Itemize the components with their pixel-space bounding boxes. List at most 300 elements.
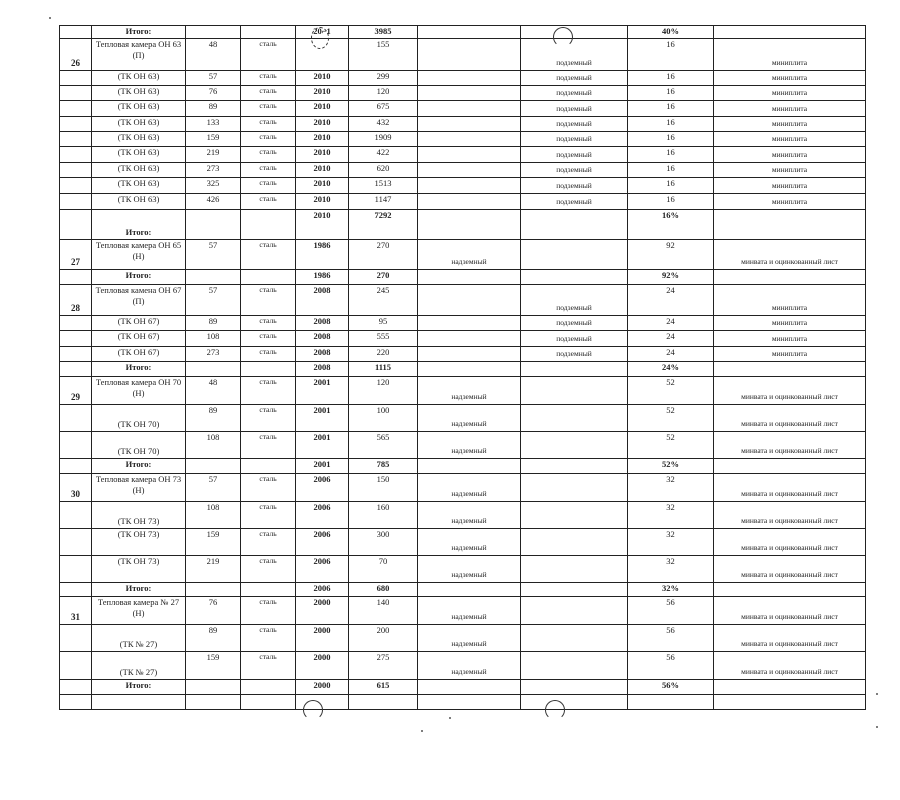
material-cell: сталь (241, 86, 296, 101)
insulation-cell: миниплита (714, 101, 866, 117)
insulation-cell (714, 270, 866, 285)
wear-cell: 16 (628, 71, 714, 86)
length-cell: 7292 (349, 210, 418, 240)
object-name: (ТК ОН 73) (92, 529, 186, 556)
table-row (60, 147, 866, 163)
length-cell: 120 (349, 377, 418, 405)
punch-hole-bottom-right (545, 700, 565, 720)
table-row (60, 316, 866, 331)
laying-above-cell: надземный (418, 377, 521, 405)
wear-cell: 24 (628, 347, 714, 362)
laying-under-cell: подземный (521, 316, 628, 331)
total-row (60, 210, 866, 240)
material-cell: сталь (241, 652, 296, 680)
total-label: Итого: (92, 680, 186, 695)
empty-cell (92, 695, 186, 710)
total-row (60, 26, 866, 39)
object-name: (ТК ОН 63) (92, 86, 186, 101)
total-row (60, 362, 866, 377)
material-cell: сталь (241, 347, 296, 362)
year-cell: 2006 (296, 556, 349, 583)
length-cell: 70 (349, 556, 418, 583)
year-cell: 2001 (296, 405, 349, 432)
empty-cell (241, 695, 296, 710)
table-row (60, 556, 866, 583)
table-row (60, 432, 866, 459)
laying-under-cell: подземный (521, 117, 628, 132)
table-row (60, 71, 866, 86)
length-cell: 680 (349, 583, 418, 597)
year-cell: 2010 (296, 117, 349, 132)
material-cell (241, 362, 296, 377)
object-name: (ТК ОН 63) (92, 194, 186, 210)
object-name: Тепловая камера ОН 63 (П) (92, 39, 186, 71)
row-number: 26 (60, 39, 92, 71)
material-cell: сталь (241, 147, 296, 163)
year-cell: 2010 (296, 132, 349, 147)
year-cell: 2001 (296, 432, 349, 459)
insulation-cell: миниплита (714, 316, 866, 331)
year-cell: 2000 (296, 597, 349, 625)
laying-above-cell (418, 316, 521, 331)
total-label: Итого: (92, 459, 186, 474)
length-cell: 200 (349, 625, 418, 652)
insulation-cell: миниплита (714, 147, 866, 163)
laying-above-cell (418, 583, 521, 597)
wear-cell: 16 (628, 86, 714, 101)
material-cell: сталь (241, 432, 296, 459)
wear-cell: 24 (628, 285, 714, 316)
num-cell (60, 362, 92, 377)
diam-cell: 48 (186, 377, 241, 405)
wear-cell: 32 (628, 556, 714, 583)
laying-under-cell (521, 26, 628, 39)
laying-under-cell (521, 377, 628, 405)
year-cell: 2008 (296, 347, 349, 362)
laying-above-cell: надземный (418, 240, 521, 270)
wear-cell: 32 (628, 502, 714, 529)
insulation-cell (714, 680, 866, 695)
laying-above-cell: надземный (418, 625, 521, 652)
laying-under-cell (521, 362, 628, 377)
laying-above-cell (418, 26, 521, 39)
object-name: (ТК ОН 70) (92, 432, 186, 459)
length-cell: 270 (349, 270, 418, 285)
insulation-cell: миниплита (714, 39, 866, 71)
laying-above-cell (418, 101, 521, 117)
diam-cell (186, 210, 241, 240)
insulation-cell: минвата и оцинкованный лист (714, 556, 866, 583)
laying-above-cell (418, 331, 521, 347)
laying-above-cell (418, 347, 521, 362)
table-row (60, 347, 866, 362)
diam-cell: 426 (186, 194, 241, 210)
length-cell: 270 (349, 240, 418, 270)
row-number: 30 (60, 474, 92, 502)
year-cell: 2008 (296, 331, 349, 347)
speck (49, 17, 51, 19)
wear-cell: 32 (628, 529, 714, 556)
total-row (60, 270, 866, 285)
laying-above-cell (418, 39, 521, 71)
material-cell: сталь (241, 71, 296, 86)
diam-cell (186, 583, 241, 597)
laying-above-cell (418, 86, 521, 101)
object-name: Тепловая камера ОН 70 (Н) (92, 377, 186, 405)
num-cell (60, 163, 92, 178)
insulation-cell: минвата и оцинкованный лист (714, 405, 866, 432)
diam-cell: 89 (186, 625, 241, 652)
wear-cell: 52 (628, 377, 714, 405)
insulation-cell: минвата и оцинкованный лист (714, 377, 866, 405)
length-cell: 220 (349, 347, 418, 362)
insulation-cell: миниплита (714, 347, 866, 362)
table-row (60, 39, 866, 71)
year-cell: 2001 (296, 459, 349, 474)
material-cell (241, 680, 296, 695)
punch-hole-top-right (553, 27, 573, 47)
material-cell: сталь (241, 132, 296, 147)
num-cell (60, 347, 92, 362)
length-cell: 615 (349, 680, 418, 695)
object-name: (ТК ОН 73) (92, 502, 186, 529)
laying-above-cell (418, 147, 521, 163)
laying-above-cell (418, 132, 521, 147)
length-cell: 140 (349, 597, 418, 625)
diam-cell (186, 680, 241, 695)
length-cell: 3985 (349, 26, 418, 39)
year-cell: 2008 (296, 285, 349, 316)
blank-row (60, 695, 866, 710)
object-name: Тепловая камена ОН 67 (П) (92, 285, 186, 316)
wear-cell: 16 (628, 163, 714, 178)
total-row (60, 459, 866, 474)
diam-cell (186, 459, 241, 474)
table-row (60, 86, 866, 101)
length-cell: 565 (349, 432, 418, 459)
laying-under-cell: подземный (521, 147, 628, 163)
insulation-cell: минвата и оцинкованный лист (714, 432, 866, 459)
object-name: (ТК ОН 63) (92, 71, 186, 86)
laying-under-cell: подземный (521, 86, 628, 101)
total-label: Итого: (92, 583, 186, 597)
insulation-cell (714, 583, 866, 597)
num-cell (60, 147, 92, 163)
num-cell (60, 652, 92, 680)
num-cell (60, 502, 92, 529)
object-name: Тепловая камера ОН 73 (Н) (92, 474, 186, 502)
laying-under-cell (521, 210, 628, 240)
table-row (60, 474, 866, 502)
material-cell: сталь (241, 556, 296, 583)
material-cell: сталь (241, 377, 296, 405)
num-cell (60, 432, 92, 459)
wear-cell: 56 (628, 652, 714, 680)
table-row (60, 101, 866, 117)
length-cell: 785 (349, 459, 418, 474)
wear-cell: 24 (628, 331, 714, 347)
total-row (60, 680, 866, 695)
wear-cell: 56 (628, 625, 714, 652)
diam-cell: 219 (186, 556, 241, 583)
year-cell: 2006 (296, 502, 349, 529)
laying-above-cell (418, 680, 521, 695)
laying-under-cell (521, 240, 628, 270)
wear-cell: 16 (628, 117, 714, 132)
object-name: (ТК № 27) (92, 652, 186, 680)
material-cell: сталь (241, 163, 296, 178)
diam-cell: 89 (186, 405, 241, 432)
num-cell (60, 270, 92, 285)
insulation-cell: миниплита (714, 71, 866, 86)
laying-under-cell (521, 556, 628, 583)
diam-cell: 89 (186, 316, 241, 331)
laying-under-cell: подземный (521, 285, 628, 316)
object-name: (ТК ОН 73) (92, 556, 186, 583)
wear-cell: 52 (628, 405, 714, 432)
diam-cell: 108 (186, 331, 241, 347)
wear-cell: 16 (628, 132, 714, 147)
diam-cell: 273 (186, 347, 241, 362)
length-cell: 1513 (349, 178, 418, 194)
laying-above-cell: надземный (418, 502, 521, 529)
row-number: 28 (60, 285, 92, 316)
year-cell: 2001 (296, 377, 349, 405)
insulation-cell: миниплита (714, 86, 866, 101)
num-cell (60, 459, 92, 474)
object-name: Тепловая камера ОН 65 (Н) (92, 240, 186, 270)
material-cell (241, 270, 296, 285)
year-cell: 20⌐1 (296, 26, 349, 39)
num-cell (60, 316, 92, 331)
wear-cell: 16 (628, 39, 714, 71)
laying-under-cell: подземный (521, 331, 628, 347)
wear-cell: 24% (628, 362, 714, 377)
year-cell: 2006 (296, 529, 349, 556)
material-cell: сталь (241, 101, 296, 117)
length-cell: 245 (349, 285, 418, 316)
insulation-cell (714, 362, 866, 377)
laying-above-cell: надземный (418, 652, 521, 680)
insulation-cell: миниплита (714, 132, 866, 147)
insulation-cell: минвата и оцинкованный лист (714, 474, 866, 502)
year-cell: 2000 (296, 652, 349, 680)
laying-above-cell (418, 210, 521, 240)
laying-above-cell: надземный (418, 529, 521, 556)
laying-above-cell: надземный (418, 556, 521, 583)
length-cell: 155 (349, 39, 418, 71)
punch-hole-bottom-left (303, 700, 323, 720)
length-cell: 300 (349, 529, 418, 556)
table-row (60, 178, 866, 194)
laying-under-cell: подземный (521, 132, 628, 147)
laying-above-cell (418, 71, 521, 86)
laying-above-cell (418, 178, 521, 194)
insulation-cell: минвата и оцинкованный лист (714, 502, 866, 529)
insulation-cell: минвата и оцинкованный лист (714, 529, 866, 556)
laying-above-cell: надземный (418, 405, 521, 432)
diam-cell: 89 (186, 101, 241, 117)
laying-under-cell (521, 459, 628, 474)
diam-cell: 159 (186, 132, 241, 147)
laying-above-cell (418, 270, 521, 285)
wear-cell: 24 (628, 316, 714, 331)
num-cell (60, 529, 92, 556)
material-cell: сталь (241, 331, 296, 347)
material-cell: сталь (241, 194, 296, 210)
laying-under-cell (521, 432, 628, 459)
insulation-cell (714, 459, 866, 474)
diam-cell: 108 (186, 432, 241, 459)
laying-under-cell (521, 529, 628, 556)
material-cell: сталь (241, 316, 296, 331)
wear-cell: 16 (628, 147, 714, 163)
year-cell: 2006 (296, 474, 349, 502)
num-cell (60, 132, 92, 147)
diam-cell: 76 (186, 86, 241, 101)
insulation-cell (714, 26, 866, 39)
speck (876, 726, 878, 728)
year-cell: 2000 (296, 680, 349, 695)
length-cell: 100 (349, 405, 418, 432)
year-cell: 1986 (296, 270, 349, 285)
material-cell: сталь (241, 597, 296, 625)
table-row (60, 529, 866, 556)
year-cell: 2010 (296, 178, 349, 194)
object-name: Тепловая камера № 27 (Н) (92, 597, 186, 625)
material-cell: сталь (241, 178, 296, 194)
object-name: (ТК № 27) (92, 625, 186, 652)
num-cell (60, 680, 92, 695)
wear-cell: 16 (628, 194, 714, 210)
laying-above-cell (418, 163, 521, 178)
wear-cell: 16 (628, 101, 714, 117)
laying-under-cell (521, 502, 628, 529)
material-cell: сталь (241, 405, 296, 432)
laying-above-cell: надземный (418, 474, 521, 502)
empty-cell (628, 695, 714, 710)
table-row (60, 285, 866, 316)
laying-under-cell (521, 625, 628, 652)
diam-cell: 133 (186, 117, 241, 132)
material-cell (241, 583, 296, 597)
length-cell: 275 (349, 652, 418, 680)
material-cell: сталь (241, 117, 296, 132)
wear-cell: 16% (628, 210, 714, 240)
total-row (60, 583, 866, 597)
laying-under-cell: подземный (521, 71, 628, 86)
laying-above-cell: надземный (418, 597, 521, 625)
material-cell: сталь (241, 240, 296, 270)
length-cell: 160 (349, 502, 418, 529)
num-cell (60, 625, 92, 652)
object-name: (ТК ОН 63) (92, 163, 186, 178)
num-cell (60, 117, 92, 132)
laying-above-cell (418, 459, 521, 474)
diam-cell: 57 (186, 474, 241, 502)
insulation-cell: минвата и оцинкованный лист (714, 240, 866, 270)
table-row (60, 625, 866, 652)
insulation-cell: миниплита (714, 117, 866, 132)
diam-cell: 159 (186, 529, 241, 556)
empty-cell (714, 695, 866, 710)
diam-cell: 57 (186, 240, 241, 270)
table-row (60, 652, 866, 680)
speck (449, 717, 451, 719)
object-name: (ТК ОН 63) (92, 132, 186, 147)
diam-cell: 219 (186, 147, 241, 163)
table-row (60, 597, 866, 625)
wear-cell: 16 (628, 178, 714, 194)
length-cell: 432 (349, 117, 418, 132)
object-name: (ТК ОН 67) (92, 347, 186, 362)
table-row (60, 117, 866, 132)
insulation-cell: миниплита (714, 178, 866, 194)
laying-under-cell: подземный (521, 39, 628, 71)
num-cell (60, 26, 92, 39)
year-cell: 2010 (296, 163, 349, 178)
object-name: (ТК ОН 63) (92, 178, 186, 194)
laying-under-cell: подземный (521, 163, 628, 178)
table-row (60, 163, 866, 178)
year-cell: 2010 (296, 147, 349, 163)
num-cell (60, 331, 92, 347)
diam-cell: 57 (186, 71, 241, 86)
wear-cell: 92% (628, 270, 714, 285)
diam-cell (186, 362, 241, 377)
length-cell: 120 (349, 86, 418, 101)
laying-above-cell (418, 194, 521, 210)
total-label: Итого: (92, 26, 186, 39)
length-cell: 422 (349, 147, 418, 163)
length-cell: 150 (349, 474, 418, 502)
year-cell: 2008 (296, 362, 349, 377)
laying-above-cell (418, 285, 521, 316)
table-row (60, 377, 866, 405)
length-cell: 95 (349, 316, 418, 331)
table-body (60, 26, 866, 710)
length-cell: 675 (349, 101, 418, 117)
material-cell: сталь (241, 625, 296, 652)
length-cell: 555 (349, 331, 418, 347)
year-cell: 1986 (296, 240, 349, 270)
insulation-cell: миниплита (714, 285, 866, 316)
diam-cell: 325 (186, 178, 241, 194)
empty-cell (418, 695, 521, 710)
material-cell: сталь (241, 285, 296, 316)
insulation-cell: миниплита (714, 194, 866, 210)
year-cell: 2010 (296, 210, 349, 240)
material-cell: сталь (241, 474, 296, 502)
laying-under-cell (521, 597, 628, 625)
length-cell: 1147 (349, 194, 418, 210)
table-row (60, 194, 866, 210)
wear-cell: 32% (628, 583, 714, 597)
row-number: 31 (60, 597, 92, 625)
diam-cell: 57 (186, 285, 241, 316)
diam-cell: 76 (186, 597, 241, 625)
total-label: Итого: (92, 270, 186, 285)
laying-under-cell (521, 405, 628, 432)
wear-cell: 56% (628, 680, 714, 695)
wear-cell: 32 (628, 474, 714, 502)
object-name: (ТК ОН 70) (92, 405, 186, 432)
object-name: (ТК ОН 67) (92, 316, 186, 331)
insulation-cell: миниплита (714, 163, 866, 178)
length-cell: 1115 (349, 362, 418, 377)
insulation-cell: миниплита (714, 331, 866, 347)
laying-under-cell (521, 652, 628, 680)
